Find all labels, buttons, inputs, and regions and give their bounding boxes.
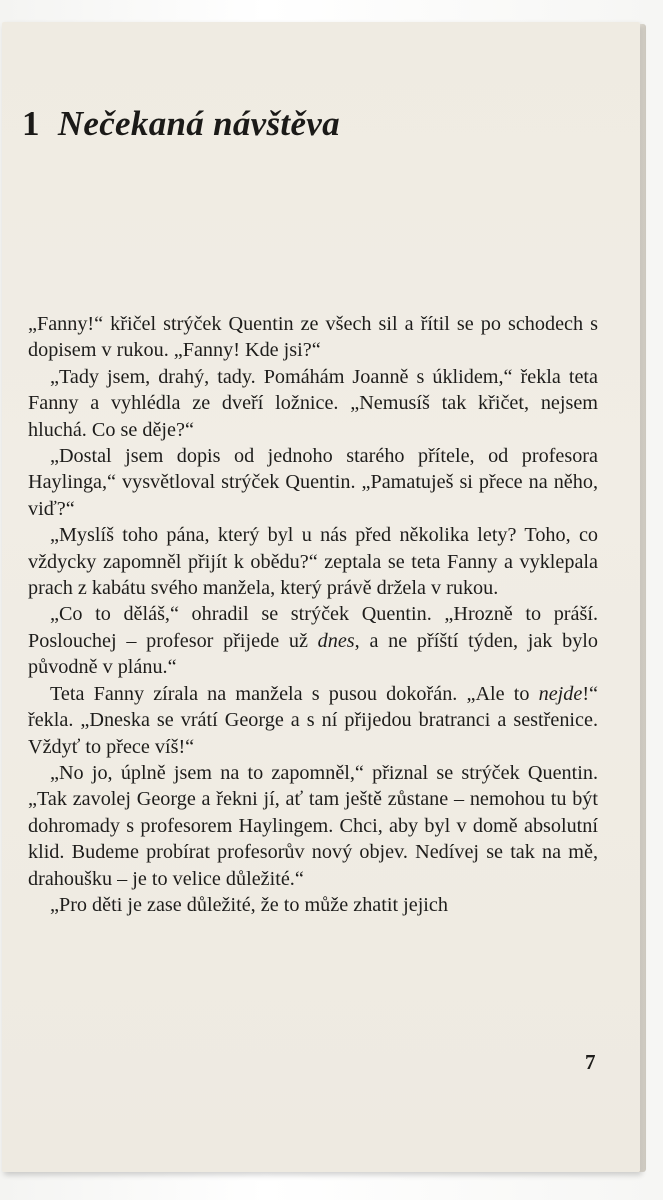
paragraph: „Tady jsem, drahý, tady. Pomáhám Joanně s úklidem,“ řekla teta Fanny a vyhlédla ze dveří ložnice. „Nemusíš tak křičet, nejsem hluchá. Co se děje?“ [28, 365, 598, 441]
body-text [28, 311, 598, 918]
chapter-heading [22, 104, 340, 144]
paragraph: „Myslíš toho pána, který byl u nás před několika lety? Toho, co vždycky zapomněl přijít k obědu?“ zeptala se teta Fanny a vyklepala prach z kabátu svého manžela, který právě držela v rukou. [28, 524, 598, 600]
paragraph: „No jo, úplně jsem na to zapomněl,“ přiznal se strýček Quentin. „Tak zavolej George a řekni jí, ať tam ještě zůstane – nemohou tu být dohromady s profesorem Haylingem. Chci, aby byl v domě absolutní klid. Budeme probírat profesorův nový objev. Nedívej se tak na mě, drahoušku – je to velice důležité.“ [28, 761, 598, 890]
paragraph: „Co to děláš,“ ohradil se strýček Quentin. „Hrozně to práší. Poslouchej – profesor přijede už dnes, a ne příští týden, jak bylo původně v plánu.“ [28, 603, 598, 679]
paragraph: „Fanny!“ křičel strýček Quentin ze všech sil a řítil se po schodech s dopisem v rukou. „Fanny! Kde jsi?“ [28, 313, 598, 362]
emphasis: dnes [317, 629, 355, 652]
chapter-title: Nečekaná návštěva [57, 104, 340, 143]
chapter-number: 1 [22, 104, 40, 143]
page-number: 7 [585, 1050, 596, 1074]
emphasis: nejde [538, 682, 583, 705]
paragraph: „Pro děti je zase důležité, že to může zhatit jejich [50, 893, 448, 916]
paragraph: Teta Fanny zírala na manžela s pusou dokořán. „Ale to nejde!“ řekla. „Dneska se vrátí George a s ní přijedou bratranci a sestřenice. Vždyť to přece víš!“ [28, 682, 598, 758]
paragraph: „Dostal jsem dopis od jednoho starého přítele, od profesora Haylinga,“ vysvětloval strýček Quentin. „Pamatuješ si přece na něho, viď?“ [28, 445, 598, 520]
